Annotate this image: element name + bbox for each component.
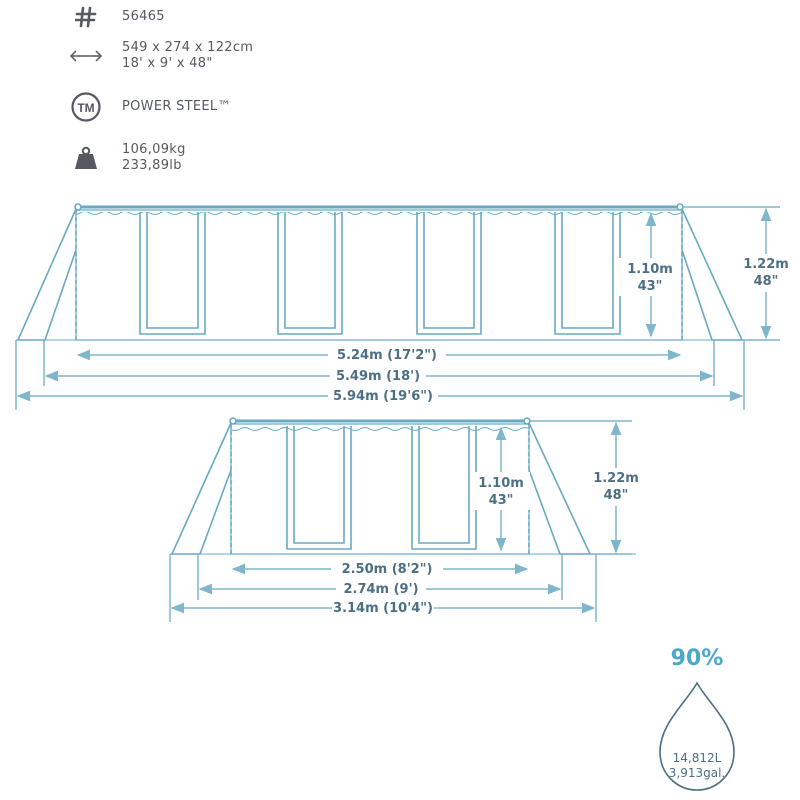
side-frame-2 <box>278 212 342 334</box>
side-pool-height-in: 48" <box>753 274 779 289</box>
end-pool-height-in: 48" <box>603 488 629 503</box>
end-pool-height-m: 1.22m <box>593 471 639 486</box>
nominal-length-label: 5.49m (18') <box>335 369 421 384</box>
frame-type: POWER STEEL™ <box>122 99 231 114</box>
dimensions-metric: 549 x 274 x 122cm <box>122 40 254 55</box>
capacity-block <box>660 646 734 790</box>
side-right-leg <box>682 209 742 340</box>
weight-lb: 233,89lb <box>122 158 182 173</box>
end-frame-1 <box>287 426 351 549</box>
side-pool-height-m: 1.22m <box>743 257 789 272</box>
overall-length-label: 5.94m (19'6") <box>333 389 433 404</box>
end-left-leg <box>172 423 231 554</box>
end-water-height-in: 43" <box>488 493 514 508</box>
dimensions-imperial: 18' x 9' x 48" <box>122 56 213 71</box>
side-frame-4 <box>555 212 620 334</box>
overall-width-label: 3.14m (10'4") <box>333 601 433 616</box>
side-water-height-in: 43" <box>637 279 663 294</box>
capacity-gallons: 3,913gal. <box>668 766 726 780</box>
side-wall <box>76 210 682 340</box>
side-frame-3 <box>417 212 481 334</box>
model-number: 56465 <box>122 9 165 24</box>
side-frame-1 <box>140 212 205 334</box>
capacity-liters: 14,812L <box>672 751 722 765</box>
end-frame-2 <box>412 426 476 549</box>
end-right-leg <box>529 423 590 554</box>
inner-length-label: 5.24m (17'2") <box>337 348 437 363</box>
fill-percent: 90% <box>670 646 724 671</box>
nominal-width-label: 2.74m (9') <box>343 582 419 597</box>
end-view-pool <box>170 418 636 554</box>
inner-width-label: 2.50m (8'2") <box>341 562 433 577</box>
svg-text:TM: TM <box>77 101 95 115</box>
end-water-height-m: 1.10m <box>478 476 524 491</box>
weight-kg: 106,09kg <box>122 142 186 157</box>
side-water-height-m: 1.10m <box>627 262 673 277</box>
side-left-leg <box>18 209 76 340</box>
